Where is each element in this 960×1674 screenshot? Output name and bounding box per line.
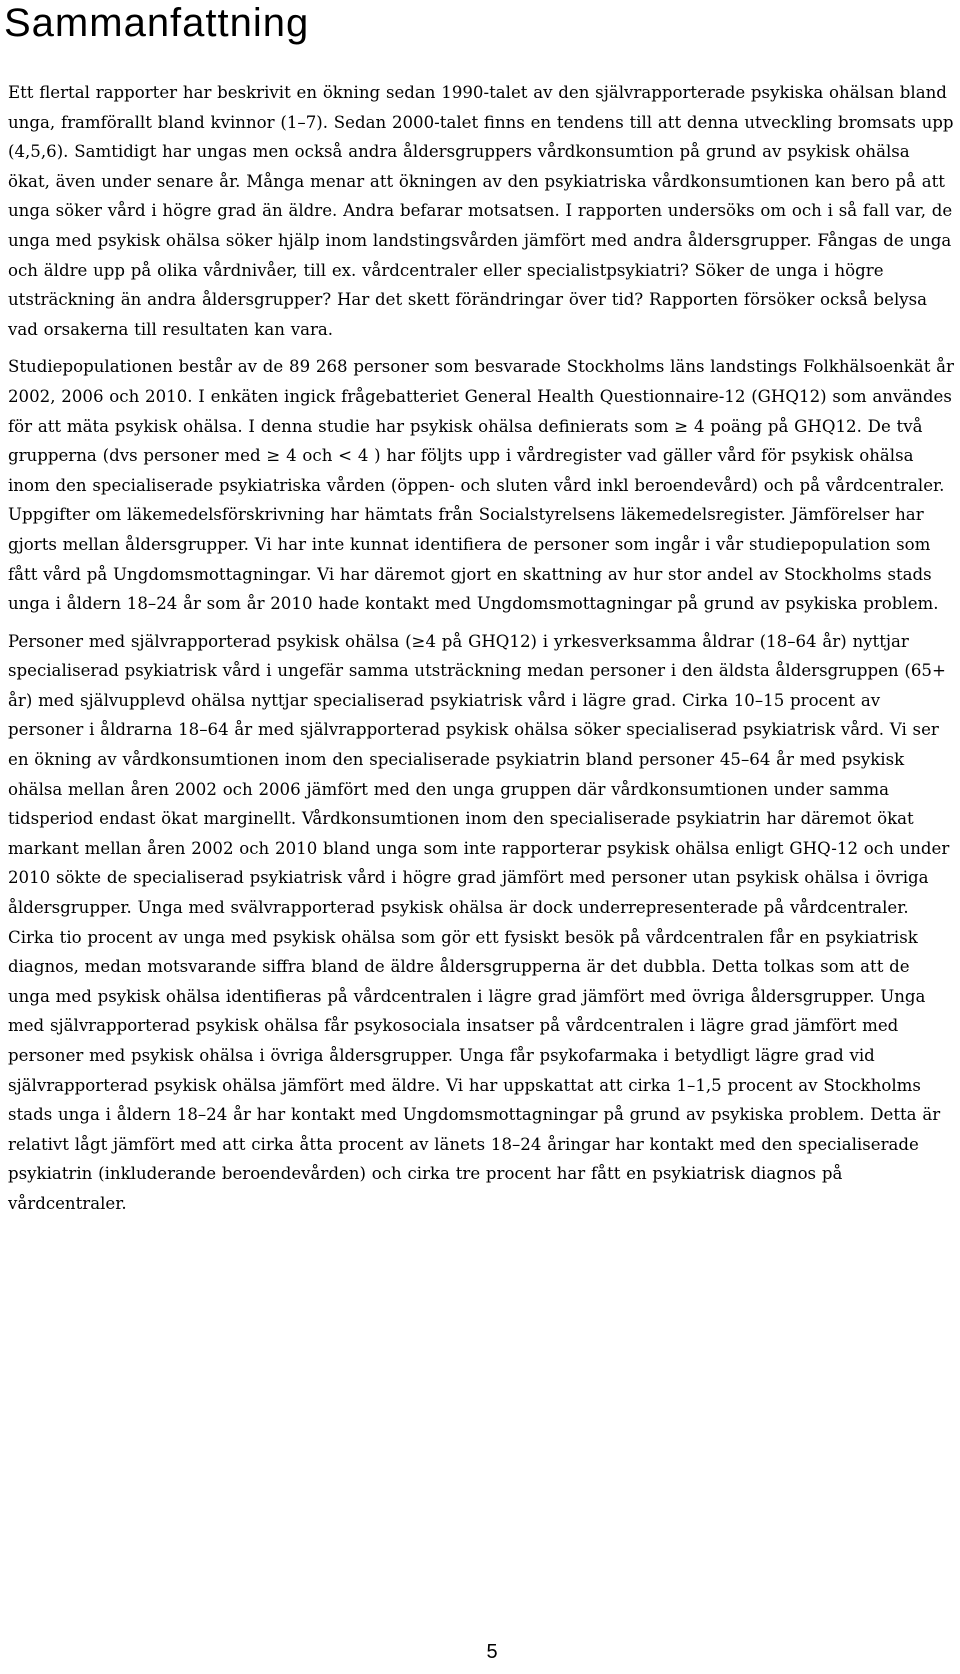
paragraph-study-population: Studiepopulationen består av de 89 268 personer som besvarade Stockholms läns landstings Folkhälsoenkät år 2002, 2006 och 2010. I enkäten ingick frågebatteriet General Health Questionnaire-12 (GHQ12) som användes för att mäta psykisk ohälsa. I denna studie har psykisk ohälsa definierats som ≥ 4 poäng på GHQ12. De två grupperna (dvs personer med ≥ 4 och < 4 ) har följts upp i vårdregister vad gäller vård för psykisk ohälsa inom den specialiserade psykiatriska vården (öppen- och sluten vård inkl beroendevård) och på vårdcentraler. Uppgifter om läkemedelsförskrivning har hämtats från Socialstyrelsens läkemedelsregister. Jämförelser har gjorts mellan åldersgrupper. Vi har inte kunnat identifiera de personer som ingår i vår studiepopulation som fått vård på Ungdomsmottagningar. Vi har däremot gjort en skattning av hur stor andel av Stockholms stads unga i åldern 18–24 år som år 2010 hade kontakt med Ungdomsmottagningar på grund av psykiska problem. (8, 357, 954, 614)
paragraph-intro: Ett flertal rapporter har beskrivit en ökning sedan 1990-talet av den självrapporterade psykiska ohälsan bland unga, framförallt bland kvinnor (1–7). Sedan 2000-talet finns en tendens till att denna utveckling bromsats upp (4,5,6). Samtidigt har ungas men också andra åldersgruppers vårdkonsumtion på grund av psykisk ohälsa ökat, även under senare år. Många menar att ökningen av den psykiatriska vårdkonsumtionen kan bero på att unga söker vård i högre grad än äldre. Andra befarar motsatsen. I rapporten undersöks om och i så fall var, de unga med psykisk ohälsa söker hjälp inom landstingsvården jämfört med andra åldersgrupper. Fångas de unga och äldre upp på olika vårdnivåer, till ex. vårdcentraler eller specialistpsykiatri? Söker de unga i högre utsträckning än andra åldersgrupper? Har det skett förändringar över tid? Rapporten försöker också belysa vad orsakerna till resultaten kan vara. (8, 83, 954, 339)
paragraph-results: Personer med självrapporterad psykisk ohälsa (≥4 på GHQ12) i yrkesverksamma åldrar (18–64 år) nyttjar specialiserad psykiatrisk vård i ungefär samma utsträckning medan personer i den äldsta åldersgruppen (65+ år) med självupplevd ohälsa nyttjar specialiserad psykiatrisk vård i lägre grad. Cirka 10–15 procent av personer i åldrarna 18–64 år med självrapporterad psykisk ohälsa söker specialiserad psykiatrisk vård. Vi ser en ökning av vårdkonsumtionen inom den specialiserade psykiatrin bland personer 45–64 år med psykisk ohälsa mellan åren 2002 och 2006 jämfört med den unga gruppen där vårdkonsumtionen under samma tidsperiod endast ökat marginellt. Vårdkonsumtionen inom den specialiserade psykiatrin har däremot ökat markant mellan åren 2002 och 2010 bland unga som inte rapporterar psykisk ohälsa enligt GHQ-12 och under 2010 sökte de specialiserad psykiatrisk vård i högre grad jämfört med personer utan psykisk ohälsa i övriga åldersgrupper. Unga med svälvrapporterad psykisk ohälsa är dock underrepresenterade på vårdcentraler. Cirka tio procent av unga med psykisk ohälsa som gör ett fysiskt besök på vårdcentralen får en psykiatrisk diagnos, medan motsvarande siffra bland de äldre åldersgrupperna är det dubbla. Detta tolkas som att de unga med psykisk ohälsa identifieras på vårdcentralen i lägre grad jämfört med övriga åldersgrupper. Unga med självrapporterad psykisk ohälsa får psykosociala insatser på vårdcentralen i lägre grad jämfört med personer med psykisk ohälsa i övriga åldersgrupper. Unga får psykofarmaka i betydligt lägre grad vid självrapporterad psykisk ohälsa jämfört med äldre. Vi har uppskattat att cirka 1–1,5 procent av Stockholms stads unga i åldern 18–24 år har kontakt med Ungdomsmottagningar på grund av psykiska problem. Detta är relativt lågt jämfört med att cirka åtta procent av länets 18–24 åringar har kontakt med den specialiserade psykiatrin (inkluderande beroendevården) och cirka tre procent har fått en psykiatrisk diagnos på vårdcentraler. (8, 631, 950, 1213)
body-text (8, 78, 954, 1227)
page-number: 5 (486, 1641, 498, 1663)
page-title: Sammanfattning (4, 1, 310, 45)
